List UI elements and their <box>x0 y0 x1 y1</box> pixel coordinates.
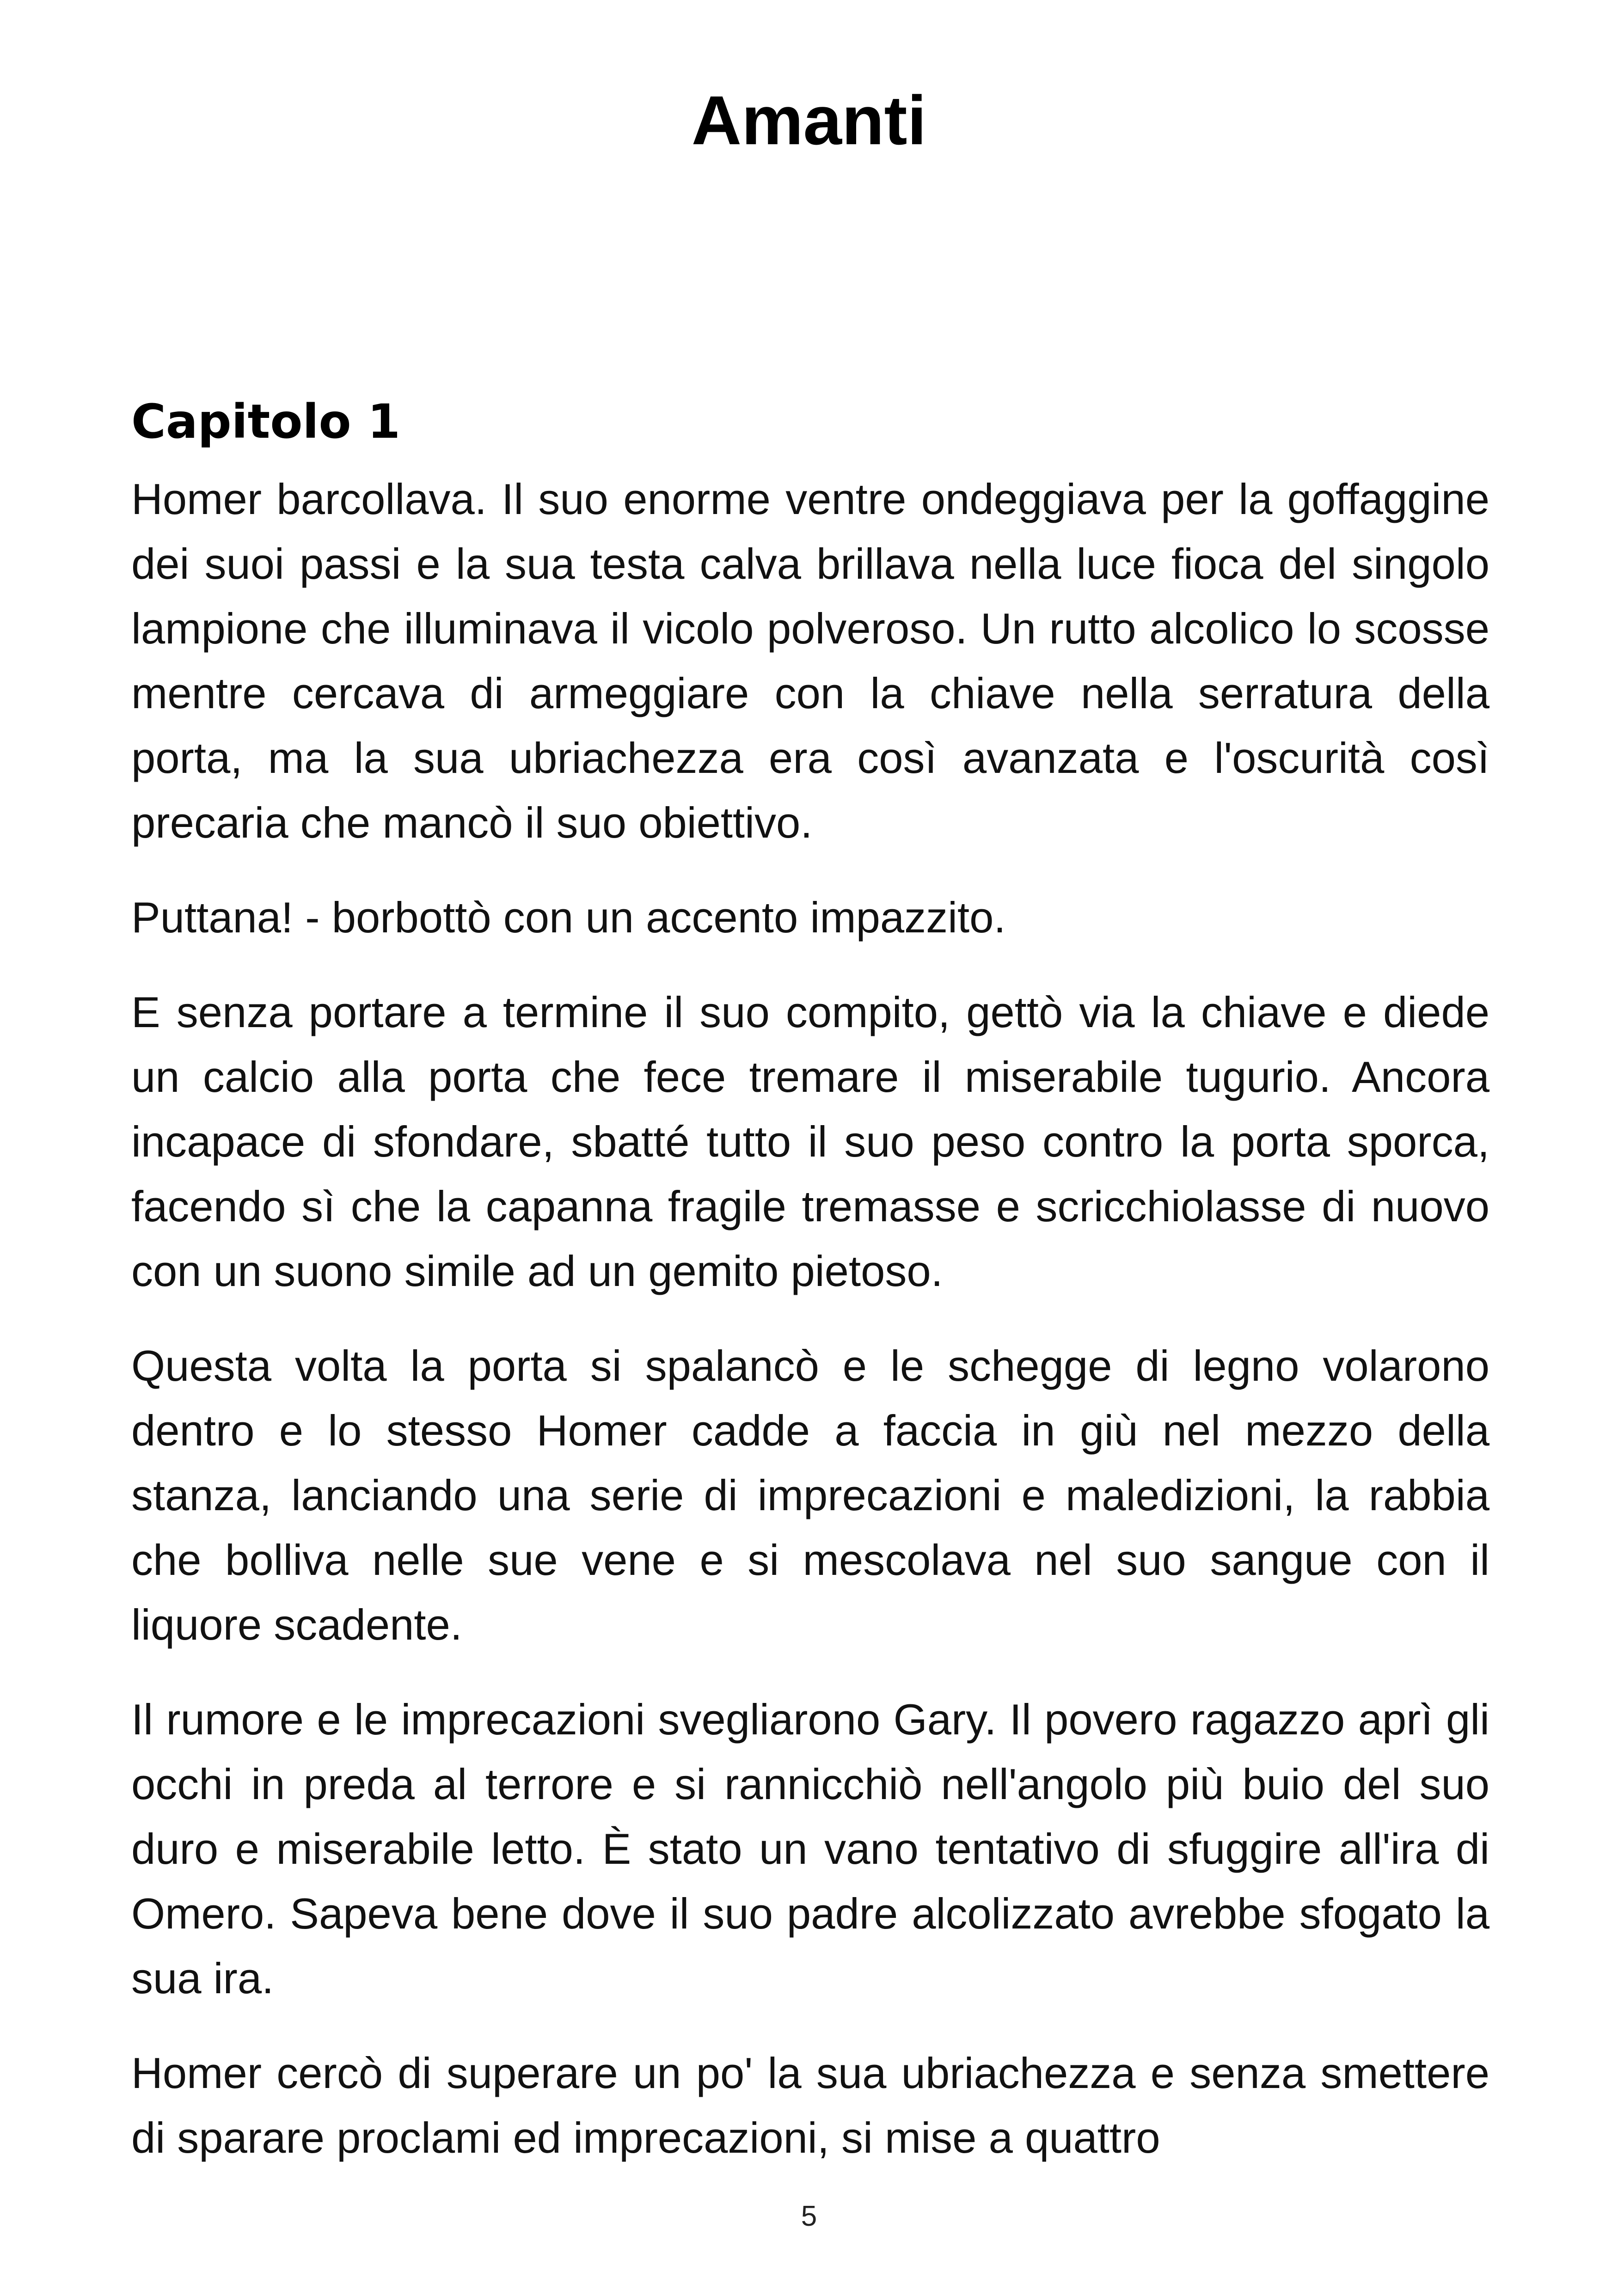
book-title: Amanti <box>691 81 927 159</box>
page-number: 5 <box>801 2200 817 2232</box>
paragraph: Il rumore e le imprecazioni svegliarono Gary. Il povero ragazzo aprì gli occhi in preda al terrore e si rannicchiò nell'angolo più buio del suo duro e miserabile letto. È stato un vano tentativo di sfuggire all'ira di Omero. Sapeva bene dove il suo padre alcolizzato avrebbe sfogato la sua ira. <box>131 1695 1489 2002</box>
body-text <box>131 467 1489 2200</box>
paragraph: Puttana! - borbottò con un accento impazzito. <box>131 893 1006 942</box>
paragraph: Homer barcollava. Il suo enorme ventre ondeggiava per la goffaggine dei suoi passi e la sua testa calva brillava nella luce fioca del singolo lampione che illuminava il vicolo polveroso. Un rutto alcolico lo scosse mentre cercava di armeggiare con la chiave nella serratura della porta, ma la sua ubriachezza era così avanzata e l'oscurità così precaria che mancò il suo obiettivo. <box>131 475 1489 847</box>
paragraph: Homer cercò di superare un po' la sua ubriachezza e senza smettere di sparare proclami ed imprecazioni, si mise a quattro <box>131 2049 1489 2162</box>
paragraph: E senza portare a termine il suo compito, gettò via la chiave e diede un calcio alla porta che fece tremare il miserabile tugurio. Ancora incapace di sfondare, sbatté tutto il suo peso contro la porta sporca, facendo sì che la capanna fragile tremasse e scricchiolasse di nuovo con un suono simile ad un gemito pietoso. <box>131 988 1489 1295</box>
chapter-heading: Capitolo 1 <box>131 394 401 449</box>
paragraph: Questa volta la porta si spalancò e le schegge di legno volarono dentro e lo stesso Homer cadde a faccia in giù nel mezzo della stanza, lanciando una serie di imprecazioni e maledizioni, la rabbia che bolliva nelle sue vene e si mescolava nel suo sangue con il liquore scadente. <box>131 1341 1489 1649</box>
